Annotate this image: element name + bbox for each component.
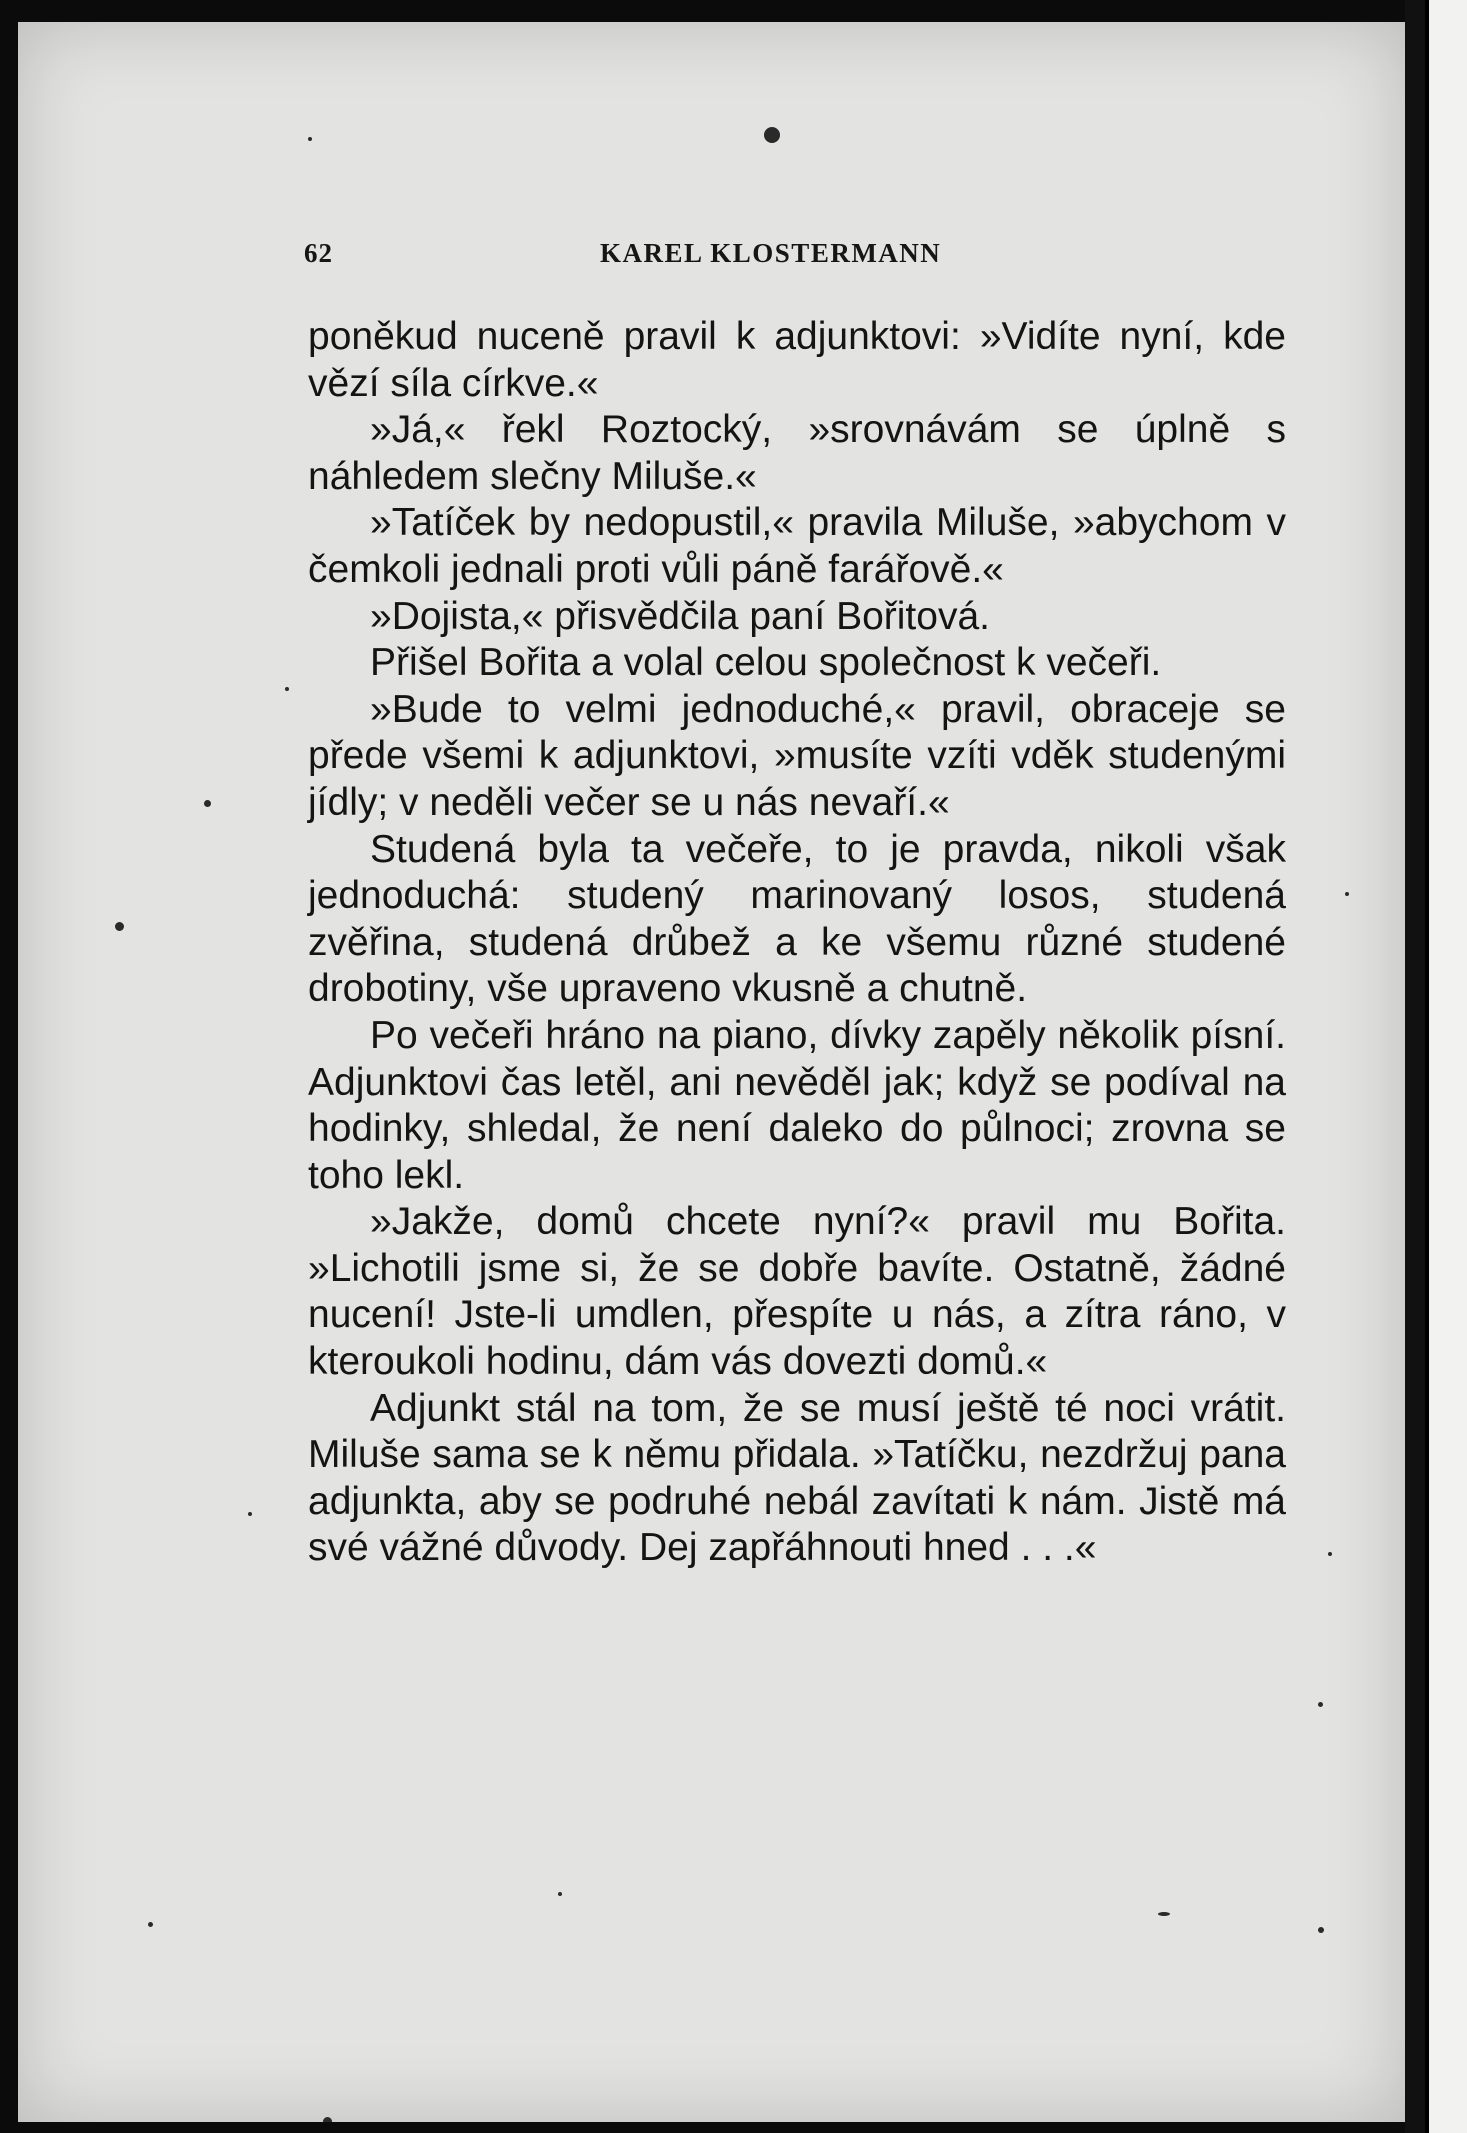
scan-speck [1318, 1927, 1324, 1933]
page-number: 62 [304, 238, 333, 268]
scan-speck [323, 2117, 332, 2122]
scan-speck [1345, 892, 1349, 896]
scan-speck [285, 687, 289, 691]
paragraph: »Dojista,« přisvědčila paní Bořitová. [370, 594, 990, 638]
paragraph: Studená byla ta večeře, to je pravda, nikoli však jednoduchá: studený marinovaný losos, studená zvěřina, studená drůbež a ke všemu různé studené drobotiny, vše upraveno vkusně a chutně. [308, 827, 1286, 1011]
paragraph: Přišel Bořita a volal celou společnost k večeři. [370, 641, 1162, 685]
paragraph: »Já,« řekl Roztocký, »srovnávám se úplně s náhledem slečny Miluše.« [308, 408, 1286, 498]
binding-shadow [1405, 0, 1425, 2133]
page-header [18, 238, 1405, 268]
paragraph: »Jakže, domů chcete nyní?« pravil mu Bořita. »Lichotili jsme si, že se dobře bavíte. Ostatně, žádné nucení! Jste-li umdlen, přespíte u nás, a zítra ráno, v kteroukoli hodinu, dám vás dovezti domů.« [308, 1200, 1286, 1384]
scan-speck [204, 800, 211, 807]
body-text [308, 314, 1286, 1572]
scan-speck [1158, 1912, 1170, 1916]
adjacent-page-edge [1425, 0, 1467, 2133]
scan-speck [148, 1922, 153, 1927]
paragraph: »Tatíček by nedopustil,« pravila Miluše, »abychom v čemkoli jednali proti vůli páně farářově.« [308, 501, 1286, 591]
scan-speck [308, 137, 312, 141]
paragraph: »Bude to velmi jednoduché,« pravil, obraceje se přede všemi k adjunktovi, »musíte vzíti vděk studenými jídly; v neděli večer se u nás nevaří.« [308, 687, 1286, 824]
scan-speck [558, 1892, 562, 1896]
paragraph: Adjunkt stál na tom, že se musí ještě té noci vrátit. Miluše sama se k němu přidala. »Tatíčku, nezdržuj pana adjunkta, aby se podruhé nebál zavítati k nám. Jistě má své vážné důvody. Dej zapřáhnouti hned . . .« [308, 1386, 1286, 1570]
book-page [18, 22, 1405, 2122]
scan-speck [115, 922, 124, 931]
scan-speck [1328, 1552, 1332, 1556]
scan-speck [1318, 1702, 1323, 1707]
paragraph: poněkud nuceně pravil k adjunktovi: »Vidíte nyní, kde vězí síla církve.« [308, 315, 1286, 405]
running-head: KAREL KLOSTERMANN [600, 238, 942, 268]
scan-speck [764, 127, 780, 143]
paragraph: Po večeři hráno na piano, dívky zapěly několik písní. Adjunktovi čas letěl, ani nevěděl jak; když se podíval na hodinky, shledal, že není daleko do půlnoci; zrovna se toho lekl. [308, 1013, 1286, 1197]
page-edge-line [1425, 0, 1429, 2133]
scan-speck [248, 1512, 252, 1516]
